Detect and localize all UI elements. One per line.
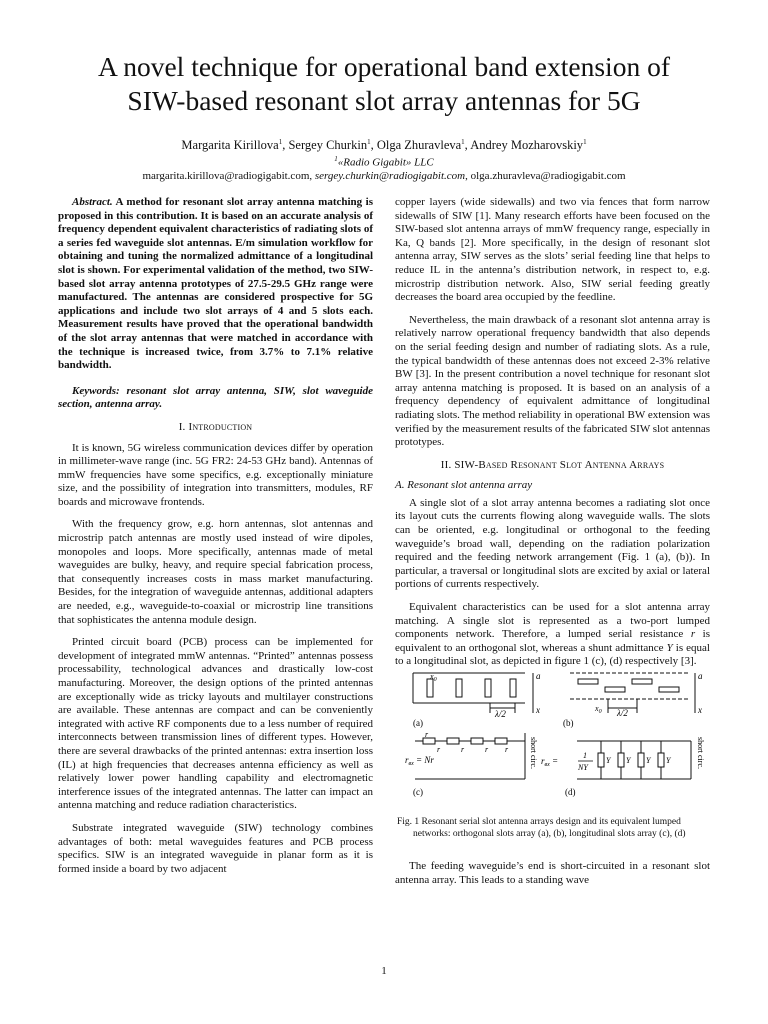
slot-offset-label: $x_0$ xyxy=(430,672,437,683)
panel-b-waveguide xyxy=(570,673,695,713)
resistor-label: r xyxy=(505,745,509,754)
paragraph: Equivalent characteristics can be used for a slot antenna array matching. A single slot is represented as a two-port lumped components network. Therefore, a lumped serial resistance r is equivalent to an orthogonal slot, whereas a shunt admittance Y is equal to a longitudinal slot, as depicted in figure 1 (c), (d) respectively [3]. xyxy=(395,601,710,668)
slot-offset-label: $x_0$ xyxy=(595,704,602,715)
author-list xyxy=(40,138,728,153)
paragraph: Nevertheless, the main drawback of a resonant slot antenna array is relatively narrow operational frequency bandwidth that also depends on the serial feeding design and number of radiating slots. As a rule, the typical bandwidth of these antennas does not exceed 2-3% relative BW [3]. In the present contribution a novel technique for resonant slot array antenna matching is proposed. It is based on an analysis of a frequency dependency of equivalent admittance of longitudinal radiating slots. The method reliability in operational BW extension was verified by the measurement results of the fabricated SIW slot antennas prototypes. xyxy=(395,313,710,449)
resistor-label: r xyxy=(437,745,441,754)
resistor-label: r xyxy=(425,730,429,739)
figure-1 xyxy=(395,671,710,811)
half-wavelength-label: λ/2 xyxy=(495,709,506,719)
paragraph: A single slot of a slot array antenna becomes a radiating slot once its layout cuts the currents flowing along waveguide walls. The slots can be oriented, e.g. longitudinal or orthogonal to the feeding waveguide’s broad wall, depending on the radiation polarization required and the feeding network arrangement (Fig. 1 (a), (b)). In particular, a traversal or longitudinal slots are excited by axial or lateral portions of currents respectively. xyxy=(395,496,710,591)
title-line-1: A novel technique for operational band extension of xyxy=(98,51,670,82)
panel-label-a: (a) xyxy=(413,718,423,728)
affiliation: $^1$«Radio Gigabit» LLC xyxy=(334,155,434,169)
section-heading-siw-arrays: II. SIW-Based Resonant Slot Antenna Arrays xyxy=(440,458,665,471)
input-resistance-formula: $r_{вх} = Nr$ xyxy=(405,755,434,767)
axis-label-a: a xyxy=(536,671,541,681)
email: sergey.churkin@radiogigabit.com xyxy=(314,170,466,182)
author: Olga Zhuravleva$^1$, xyxy=(376,138,471,153)
email: margarita.kirillova@radiogigabit.com, xyxy=(142,170,315,182)
abstract: Abstract. A method for resonant slot array antenna matching is proposed in this contribution. It is based on an accurate analysis of frequency dependent equivalent characteristics of radiating slots of a series fed waveguide slot antennas. E/m simulation workflow for obtaining and tuning the normalized admittance of a longitudinal slot is shown. For experimental validation of the method, two SIW-based slot array antenna prototypes of 27.5-29.5 GHz range were manufactured. The antennas are considered prospective for 5G applications and include two slot arrays of 4 and 5 slots each. Measurement results have proved that the operational bandwidth of the slot array antennas that were matched in accordance with the technique is increased twice, from 3.7% to 7.1% relative bandwidth. xyxy=(58,196,373,372)
fraction-denominator: NY xyxy=(578,763,588,772)
email: , olga.zhuravleva@radiogigabit.com xyxy=(465,170,626,182)
title-line-2: SIW-based resonant slot array antennas for 5G xyxy=(127,85,641,116)
short-circuit-label: short circ. xyxy=(696,737,705,769)
fraction-numerator: 1 xyxy=(583,751,587,760)
resistor-label: r xyxy=(485,745,489,754)
figure-1-drawing xyxy=(395,671,710,811)
paragraph: It is known, 5G wireless communication devices differ by operation in millimeter-wave range (inc. 5G FR2: 24-53 GHz band). Antennas of mmW frequencies have some specifics, e.g. exceptionally miniature size, and the possibility of integration into transmitters, modules, RF boards and microwave frontends. xyxy=(58,441,373,508)
panel-label-c: (c) xyxy=(413,787,423,797)
resistor-label: r xyxy=(461,745,465,754)
paragraph: Printed circuit board (PCB) process can be implemented for development of integrated mmW antennas. “Printed” antennas possess processability, technological advances and drastically low-cost manufacturing. Moreover, the design options of the printed antennas are exceptionally wide as tricky layouts and multilayer constructions are available. These antennas are compact and can be conveniently integrated with active RF components due to a less number of required interconnects between transmission lines of different types. However, there are several drawbacks of the printed antennas: extra insertion loss (IL) at high frequencies that decreases antenna efficiency as well as relatively lower power handling capability and electromagnetic interference issues of the integrated antennas. The latter can impact an antenna matching and reduce radiation characteristics. xyxy=(58,636,373,812)
author: Margarita Kirillova$^1$, xyxy=(181,138,289,153)
caption-line: networks: orthogonal slots array (a), (b), longitudinal slots array (c), (d) xyxy=(413,828,686,839)
right-column xyxy=(395,196,710,896)
email-list xyxy=(40,170,728,182)
author: Andrey Mozharovskiy$^1$ xyxy=(470,138,587,153)
section-heading-introduction: I. Introduction xyxy=(178,420,253,433)
paragraph: The feeding waveguide’s end is short-circuited in a resonant slot antenna array. This leads to a standing wave xyxy=(395,860,710,886)
admittance-label: Y xyxy=(666,756,671,765)
admittance-label: Y xyxy=(646,756,651,765)
paragraph: Substrate integrated waveguide (SIW) technology combines advantages of both: metal waveguides features and PCB process specifics. SIW is an integrated waveguide in planar form as it is formed inside a board by two adjacent xyxy=(58,821,373,875)
short-circuit-label: short circ. xyxy=(529,737,538,769)
subsection-heading: A. Resonant slot antenna array xyxy=(395,479,533,492)
paragraph: With the frequency grow, e.g. horn antennas, slot antennas and microstrip patch antennas are mostly used instead of wire dipoles, monopoles and loops. More specifically, antennas made of metal waveguides are bulky, heavy, and require special fabrication process, that consequently increases costs in mass market manufacturing. Besides, for the integration of waveguide antennas, additional adapters are needed, e.g., waveguide-to-coaxial or microstrip line transitions that sophisticates the antenna module design. xyxy=(58,518,373,626)
axis-label-a: a xyxy=(698,671,703,681)
paragraph: copper layers (wide sidewalls) and two via fences that form narrow sidewalls of SIW [1]. Many research efforts have been focused on the SIW-based slot antenna arrays of mmW frequency range, especially in Ka, Q bands [2]. More specifically, in the design of resonant slot antenna array, SIW serves as the slots’ serial feeding line that helps to reduce IL in the antenna’s distribution network, in respect to, e.g. microstrip distribution network. Also, SIW serial feeding greatly decreases the board area occupied by the feedline. xyxy=(395,196,710,304)
panel-label-b: (b) xyxy=(563,718,574,728)
half-wavelength-label: λ/2 xyxy=(617,708,628,718)
keywords: Keywords: resonant slot array antenna, SIW, slot waveguide section, antenna array. xyxy=(58,384,373,411)
figure-1-caption xyxy=(395,817,710,840)
admittance-label: Y xyxy=(626,756,631,765)
input-resistance-formula: $r_{вх}$ = xyxy=(541,756,559,768)
caption-line: Fig. 1 Resonant serial slot antenna arrays design and its equivalent lumped xyxy=(397,817,681,827)
axis-label-x: x xyxy=(698,705,702,715)
axis-label-x: x xyxy=(536,705,540,715)
left-column xyxy=(58,196,373,885)
panel-label-d: (d) xyxy=(565,787,576,797)
page-number: 1 xyxy=(381,965,387,977)
panel-d-network xyxy=(577,741,691,779)
admittance-label: Y xyxy=(606,756,611,765)
paper-title xyxy=(40,50,728,118)
author: Sergey Churkin$^1$, xyxy=(288,138,377,153)
